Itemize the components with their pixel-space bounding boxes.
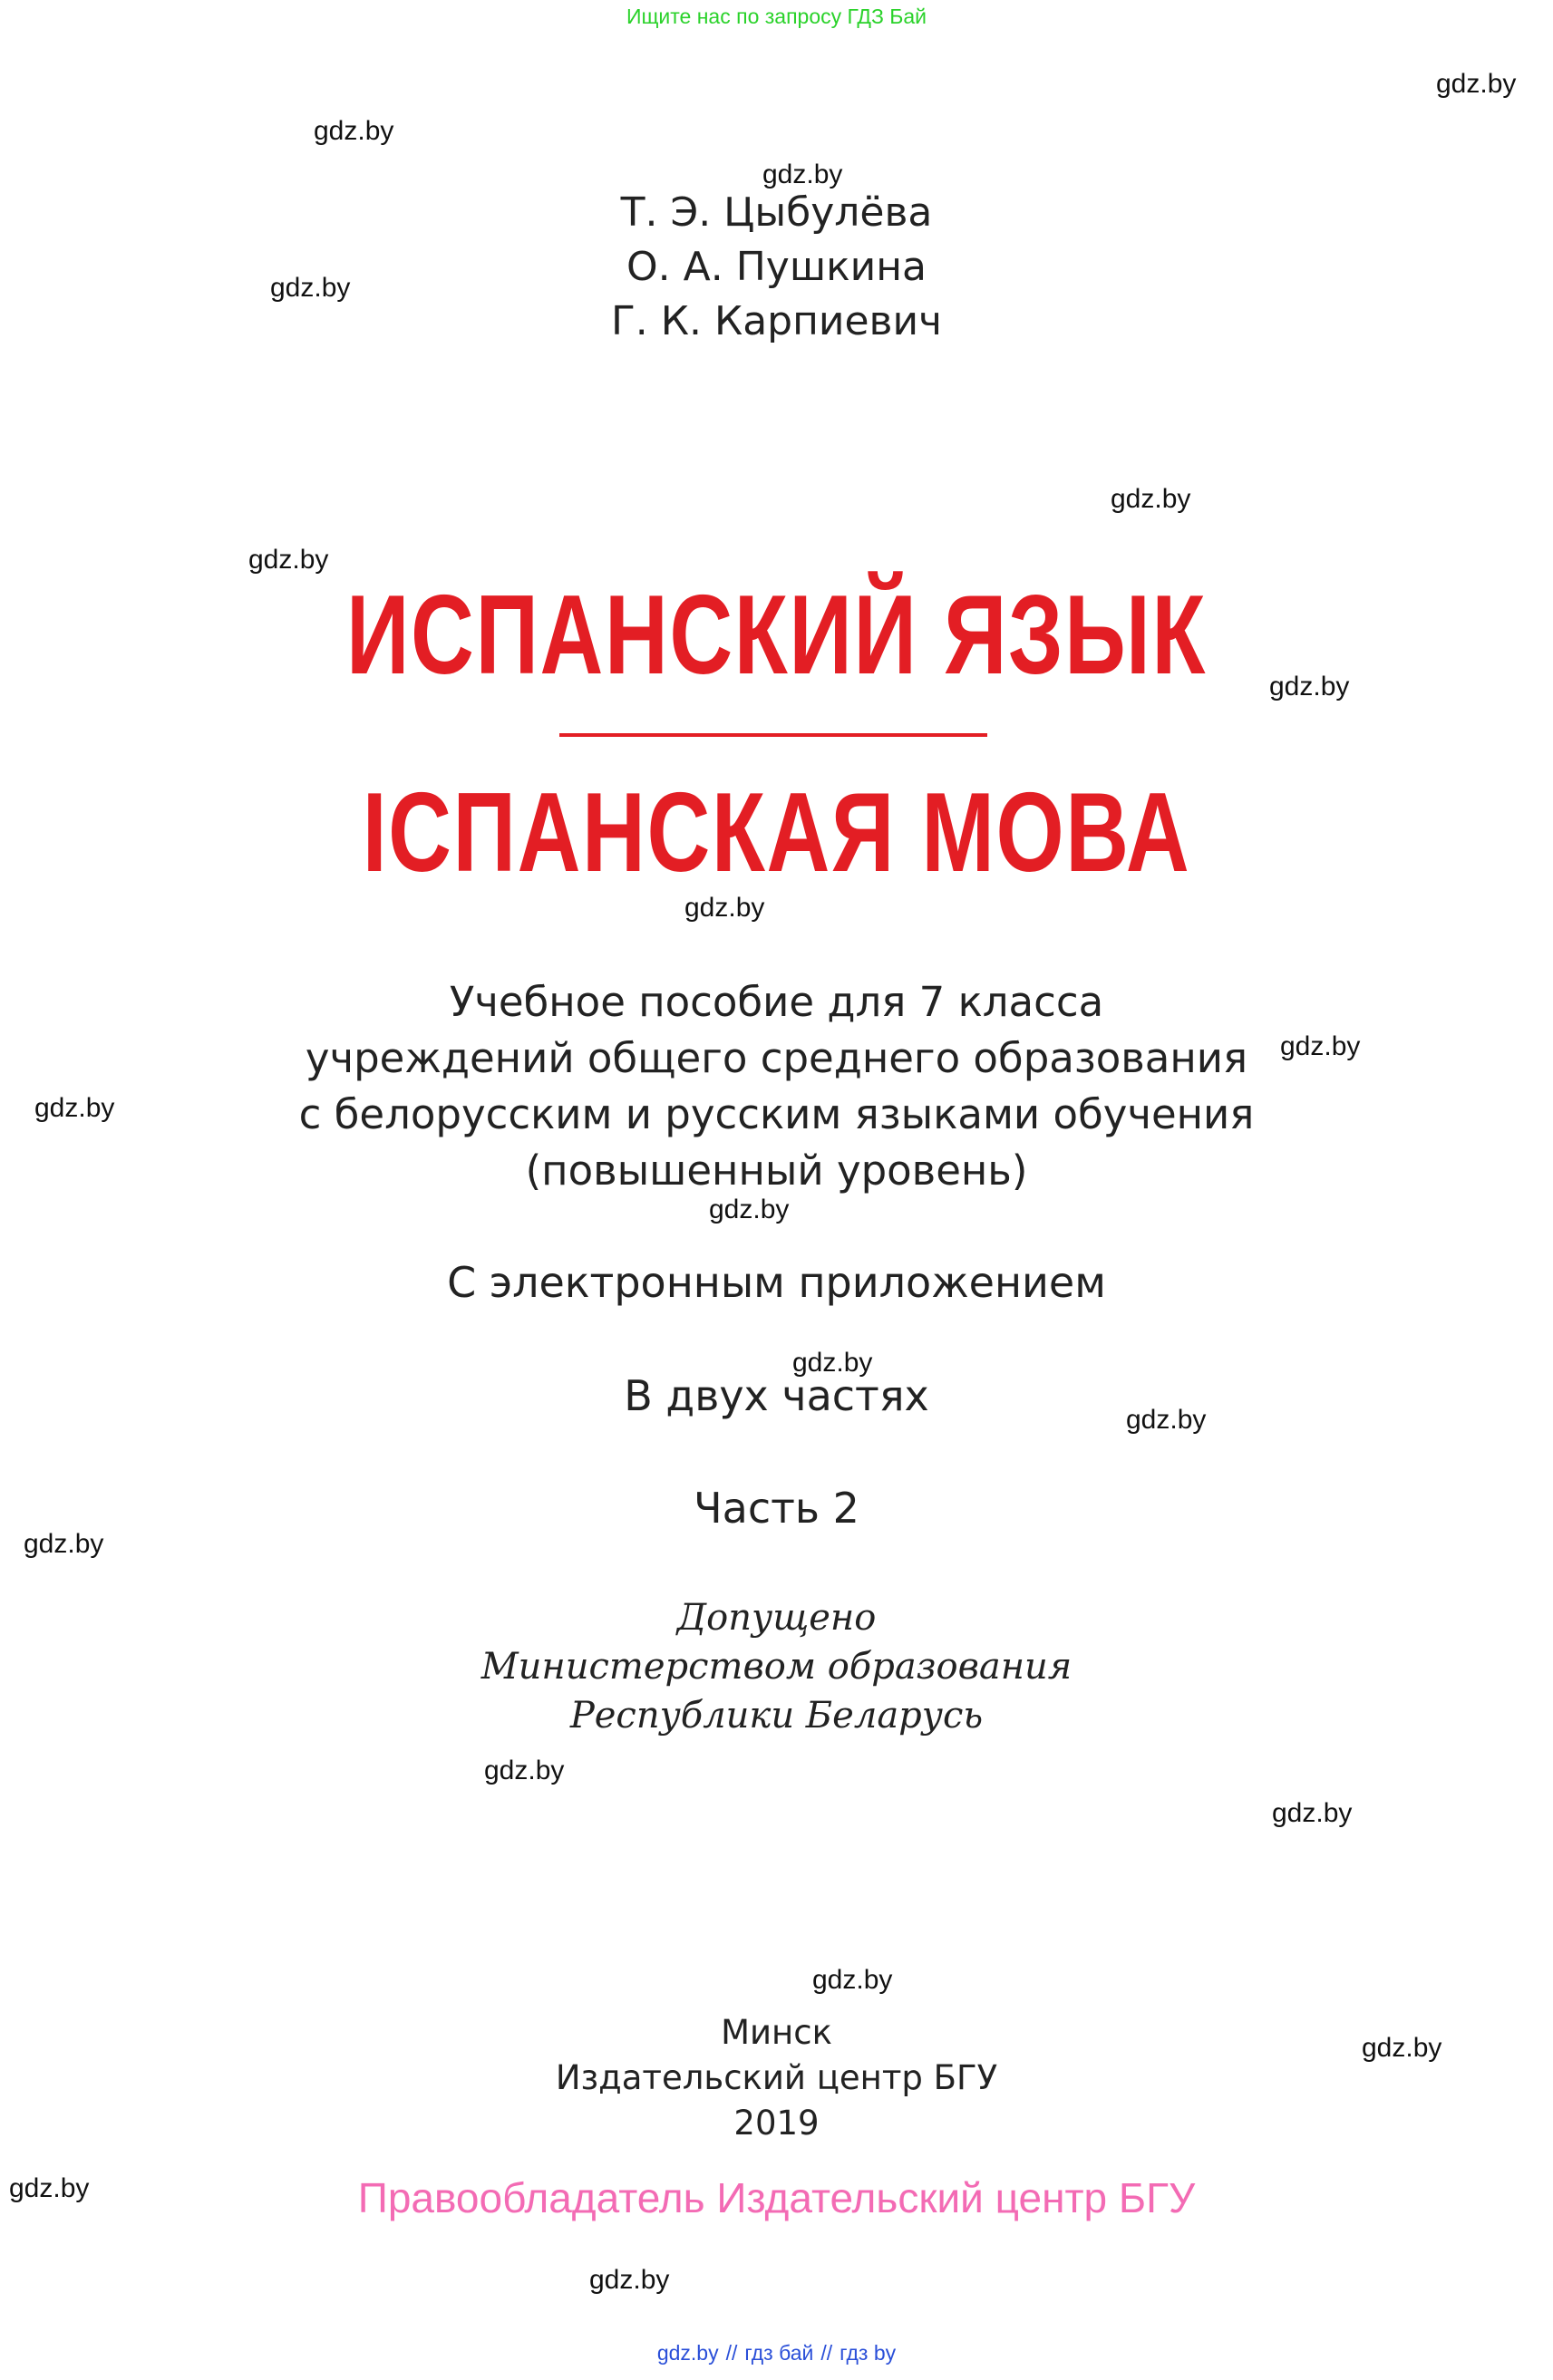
approval-line-3: Республики Беларусь xyxy=(569,1695,984,1737)
watermark: gdz.by xyxy=(1280,1031,1361,1061)
watermark: gdz.by xyxy=(484,1756,565,1785)
title-belarusian: ІСПАНСКАЯ МОВА xyxy=(362,770,1191,895)
title-russian: ИСПАНСКИЙ ЯЗЫК xyxy=(345,573,1208,698)
footer-separator: // xyxy=(820,2341,833,2365)
publisher-info xyxy=(0,2010,1553,2146)
subtitle-line-2: учреждений общего среднего образования xyxy=(305,1034,1248,1082)
watermark: gdz.by xyxy=(9,2173,90,2203)
subtitle xyxy=(0,974,1553,1199)
watermark: gdz.by xyxy=(792,1348,873,1378)
title-divider xyxy=(559,733,987,737)
footer-link-2[interactable]: гдз бай xyxy=(744,2341,814,2365)
watermark: gdz.by xyxy=(1272,1798,1353,1828)
edition-note: С электронным приложением xyxy=(447,1258,1106,1307)
watermark: gdz.by xyxy=(24,1529,104,1559)
part-number: Часть 2 xyxy=(694,1484,859,1533)
approval-line-2: Министерством образования xyxy=(480,1646,1073,1688)
watermark: gdz.by xyxy=(1269,672,1350,701)
watermark: gdz.by xyxy=(762,160,843,189)
watermark: gdz.by xyxy=(270,273,351,303)
author-3: Г. К. Карпиевич xyxy=(610,298,943,344)
watermark: gdz.by xyxy=(1436,69,1517,99)
watermark: gdz.by xyxy=(1111,484,1191,514)
author-2: О. А. Пушкина xyxy=(626,244,927,290)
publisher-year: 2019 xyxy=(733,2104,820,2143)
footer-separator: // xyxy=(725,2341,738,2365)
watermark: gdz.by xyxy=(589,2265,670,2295)
watermark: gdz.by xyxy=(314,116,394,146)
watermark: gdz.by xyxy=(812,1965,893,1995)
watermark: gdz.by xyxy=(248,545,329,575)
watermark: gdz.by xyxy=(1126,1405,1207,1435)
publisher-city: Минск xyxy=(721,2013,832,2052)
author-1: Т. Э. Цыбулёва xyxy=(620,189,933,236)
watermark: gdz.by xyxy=(684,893,765,923)
subtitle-line-3: с белорусским и русским языками обучения xyxy=(298,1090,1255,1138)
publisher-name: Издательский центр БГУ xyxy=(555,2058,998,2097)
approval-line-1: Допущено xyxy=(676,1597,877,1639)
watermark: gdz.by xyxy=(709,1195,790,1224)
watermark: gdz.by xyxy=(34,1093,115,1123)
subtitle-line-1: Учебное пособие для 7 класса xyxy=(449,978,1104,1026)
parts-note: В двух частях xyxy=(624,1371,929,1420)
footer-link-1[interactable]: gdz.by xyxy=(656,2341,719,2365)
footer-links xyxy=(0,2341,1553,2365)
top-search-note: Ищите нас по запросу ГДЗ Бай xyxy=(626,5,927,28)
footer-link-3[interactable]: гдз by xyxy=(840,2341,897,2365)
rights-holder: Правообладатель Издательский центр БГУ xyxy=(357,2174,1196,2221)
authors xyxy=(0,186,1553,349)
watermark: gdz.by xyxy=(1362,2033,1442,2063)
approval-note xyxy=(0,1593,1553,1740)
subtitle-line-4: (повышенный уровень) xyxy=(525,1146,1028,1195)
